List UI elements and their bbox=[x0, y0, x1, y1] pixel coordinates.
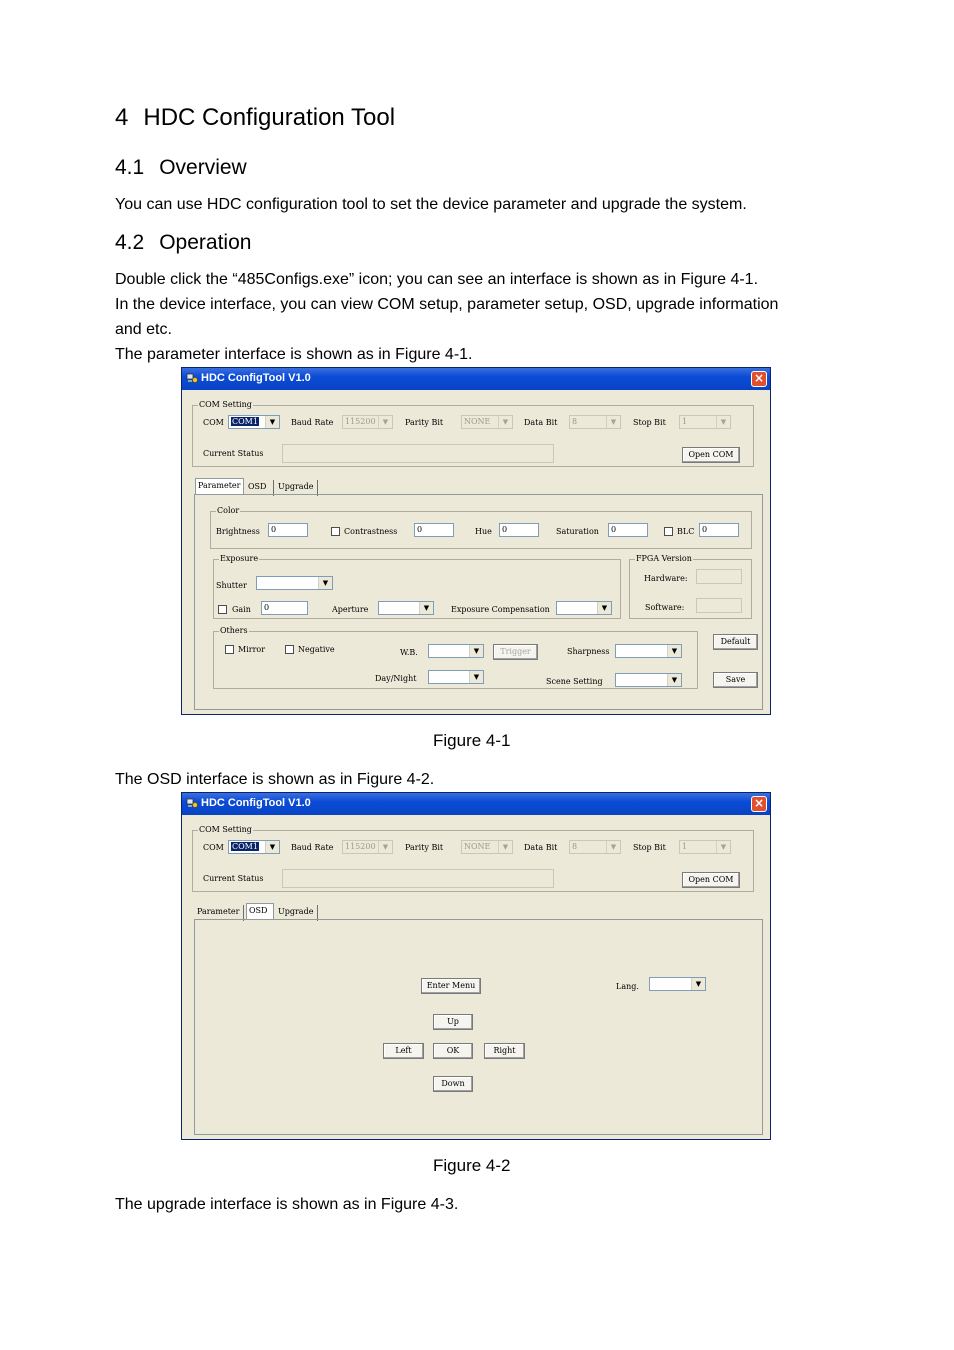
com-label: COM bbox=[203, 843, 224, 852]
paragraph-upgrade-interface: The upgrade interface is shown as in Figure 4-3. bbox=[115, 1196, 459, 1213]
baud-rate-label: Baud Rate bbox=[291, 418, 334, 427]
up-button[interactable]: Up bbox=[433, 1014, 473, 1030]
negative-checkbox[interactable] bbox=[285, 645, 294, 654]
chevron-down-icon: ▼ bbox=[498, 841, 512, 853]
parity-bit-label: Parity Bit bbox=[405, 843, 444, 852]
negative-label: Negative bbox=[298, 645, 335, 654]
baud-rate-select[interactable] bbox=[342, 840, 393, 854]
chevron-down-icon: ▼ bbox=[691, 978, 705, 990]
stop-bit-label: Stop Bit bbox=[633, 418, 666, 427]
chevron-down-icon: ▼ bbox=[667, 645, 681, 657]
stop-bit-value: 1 bbox=[682, 417, 688, 426]
day-night-label: Day/Night bbox=[375, 674, 417, 683]
gain-checkbox[interactable] bbox=[218, 605, 227, 614]
close-icon[interactable]: × bbox=[751, 371, 767, 387]
shutter-label: Shutter bbox=[216, 581, 247, 590]
exposure-compensation-select[interactable] bbox=[556, 601, 612, 615]
chevron-down-icon: ▼ bbox=[606, 416, 620, 428]
chevron-down-icon: ▼ bbox=[498, 416, 512, 428]
section-heading-overview bbox=[115, 156, 247, 180]
stop-bit-select[interactable] bbox=[679, 415, 731, 429]
com-label: COM bbox=[203, 418, 224, 427]
brightness-input[interactable]: 0 bbox=[268, 523, 308, 537]
title-bar[interactable] bbox=[182, 368, 770, 390]
window-title: HDC ConfigTool V1.0 bbox=[201, 372, 311, 384]
open-com-button[interactable]: Open COM bbox=[682, 872, 740, 888]
lang-label: Lang. bbox=[616, 982, 639, 991]
scene-setting-select[interactable] bbox=[615, 673, 682, 687]
com-select[interactable] bbox=[228, 840, 280, 854]
chevron-down-icon: ▼ bbox=[265, 416, 279, 428]
data-bit-label: Data Bit bbox=[524, 418, 558, 427]
chevron-down-icon: ▼ bbox=[597, 602, 611, 614]
data-bit-label: Data Bit bbox=[524, 843, 558, 852]
parity-bit-value: NONE bbox=[464, 417, 491, 426]
data-bit-select[interactable] bbox=[569, 415, 621, 429]
sharpness-select[interactable] bbox=[615, 644, 682, 658]
current-status-label: Current Status bbox=[203, 874, 264, 883]
section-number: 4.1 bbox=[115, 156, 145, 179]
baud-rate-value: 115200 bbox=[345, 842, 376, 851]
com-value: COM1 bbox=[232, 842, 258, 851]
com-setting-legend: COM Setting bbox=[199, 825, 252, 834]
others-legend: Others bbox=[220, 626, 248, 635]
saturation-input[interactable]: 0 bbox=[608, 523, 648, 537]
contrastness-input[interactable]: 0 bbox=[414, 523, 454, 537]
scene-setting-label: Scene Setting bbox=[546, 677, 603, 686]
chevron-down-icon: ▼ bbox=[716, 841, 730, 853]
lang-select[interactable] bbox=[649, 977, 706, 991]
mirror-checkbox[interactable] bbox=[225, 645, 234, 654]
tab-parameter[interactable]: Parameter bbox=[195, 478, 244, 494]
title-bar[interactable] bbox=[182, 793, 770, 815]
config-tool-window-parameter bbox=[181, 367, 771, 715]
figure-caption-4-2: Figure 4-2 bbox=[433, 1156, 511, 1175]
config-tool-window-osd bbox=[181, 792, 771, 1140]
chevron-down-icon: ▼ bbox=[378, 841, 392, 853]
baud-rate-select[interactable] bbox=[342, 415, 393, 429]
app-icon bbox=[186, 797, 198, 809]
day-night-select[interactable] bbox=[428, 670, 484, 684]
ok-button[interactable]: OK bbox=[433, 1043, 473, 1059]
paragraph-parameter-interface: The parameter interface is shown as in Figure 4-1. bbox=[115, 346, 473, 363]
paragraph-device-interface: In the device interface, you can view COM setup, parameter setup, OSD, upgrade information bbox=[115, 296, 779, 313]
aperture-select[interactable] bbox=[378, 601, 434, 615]
blc-label: BLC bbox=[677, 527, 695, 536]
section-title: Operation bbox=[159, 231, 252, 254]
osd-tab-panel bbox=[194, 919, 763, 1135]
stop-bit-label: Stop Bit bbox=[633, 843, 666, 852]
baud-rate-label: Baud Rate bbox=[291, 843, 334, 852]
chevron-down-icon: ▼ bbox=[419, 602, 433, 614]
app-icon bbox=[186, 372, 198, 384]
current-status-label: Current Status bbox=[203, 449, 264, 458]
tab-upgrade[interactable]: Upgrade bbox=[276, 480, 318, 496]
parity-bit-select[interactable] bbox=[461, 840, 513, 854]
close-icon[interactable]: × bbox=[751, 796, 767, 812]
save-button[interactable]: Save bbox=[713, 672, 758, 688]
paragraph-device-interface-cont: and etc. bbox=[115, 321, 172, 338]
current-status-field bbox=[282, 869, 554, 888]
right-button[interactable]: Right bbox=[484, 1043, 525, 1059]
exposure-legend: Exposure bbox=[220, 554, 259, 563]
chevron-down-icon: ▼ bbox=[318, 577, 332, 589]
left-button[interactable]: Left bbox=[383, 1043, 424, 1059]
window-title: HDC ConfigTool V1.0 bbox=[201, 797, 311, 809]
tab-parameter[interactable]: Parameter bbox=[195, 905, 244, 921]
paragraph-double-click: Double click the “485Configs.exe” icon; you can see an interface is shown as in Figure 4-1. bbox=[115, 271, 759, 288]
contrastness-checkbox[interactable] bbox=[331, 527, 340, 536]
wb-select[interactable] bbox=[428, 644, 484, 658]
chapter-number: 4 bbox=[115, 104, 129, 131]
chevron-down-icon: ▼ bbox=[716, 416, 730, 428]
wb-label: W.B. bbox=[400, 648, 418, 657]
mirror-label: Mirror bbox=[238, 645, 266, 654]
stop-bit-value: 1 bbox=[682, 842, 688, 851]
chapter-heading bbox=[115, 104, 395, 132]
saturation-label: Saturation bbox=[556, 527, 599, 536]
chapter-title: HDC Configuration Tool bbox=[143, 104, 396, 131]
paragraph-osd-interface: The OSD interface is shown as in Figure 4-2. bbox=[115, 771, 435, 788]
shutter-select[interactable] bbox=[256, 576, 333, 590]
data-bit-value: 8 bbox=[572, 842, 578, 851]
stop-bit-select[interactable] bbox=[679, 840, 731, 854]
contrastness-label: Contrastness bbox=[344, 527, 398, 536]
paragraph-overview: You can use HDC configuration tool to set the device parameter and upgrade the system. bbox=[115, 196, 747, 213]
tab-osd[interactable]: OSD bbox=[246, 480, 274, 496]
figure-caption-4-1: Figure 4-1 bbox=[433, 731, 511, 750]
section-number: 4.2 bbox=[115, 231, 145, 254]
hardware-field bbox=[696, 569, 742, 584]
chevron-down-icon: ▼ bbox=[469, 645, 483, 657]
down-button[interactable]: Down bbox=[433, 1076, 473, 1092]
chevron-down-icon: ▼ bbox=[667, 674, 681, 686]
chevron-down-icon: ▼ bbox=[469, 671, 483, 683]
gain-input[interactable]: 0 bbox=[261, 601, 308, 615]
parity-bit-select[interactable] bbox=[461, 415, 513, 429]
aperture-label: Aperture bbox=[332, 605, 369, 614]
software-field bbox=[696, 598, 742, 613]
data-bit-value: 8 bbox=[572, 417, 578, 426]
exposure-compensation-label: Exposure Compensation bbox=[451, 605, 550, 614]
brightness-label: Brightness bbox=[216, 527, 260, 536]
blc-checkbox[interactable] bbox=[664, 527, 673, 536]
open-com-button[interactable]: Open COM bbox=[682, 447, 740, 463]
color-legend: Color bbox=[217, 506, 240, 515]
gain-label: Gain bbox=[232, 605, 251, 614]
com-setting-legend: COM Setting bbox=[199, 400, 252, 409]
sharpness-label: Sharpness bbox=[567, 647, 610, 656]
parity-bit-label: Parity Bit bbox=[405, 418, 444, 427]
chevron-down-icon: ▼ bbox=[606, 841, 620, 853]
software-label: Software: bbox=[645, 603, 685, 612]
tab-upgrade[interactable]: Upgrade bbox=[276, 905, 318, 921]
section-heading-operation bbox=[115, 231, 251, 255]
trigger-button[interactable]: Trigger bbox=[493, 644, 538, 660]
blc-input[interactable]: 0 bbox=[699, 523, 739, 537]
hardware-label: Hardware: bbox=[644, 574, 688, 583]
parity-bit-value: NONE bbox=[464, 842, 491, 851]
tab-osd[interactable]: OSD bbox=[246, 903, 274, 919]
section-title: Overview bbox=[159, 156, 247, 179]
baud-rate-value: 115200 bbox=[345, 417, 376, 426]
hue-label: Hue bbox=[475, 527, 492, 536]
com-select[interactable] bbox=[228, 415, 280, 429]
current-status-field bbox=[282, 444, 554, 463]
chevron-down-icon: ▼ bbox=[265, 841, 279, 853]
chevron-down-icon: ▼ bbox=[378, 416, 392, 428]
default-button[interactable]: Default bbox=[713, 634, 758, 650]
fpga-version-legend: FPGA Version bbox=[636, 554, 692, 563]
com-value: COM1 bbox=[232, 417, 258, 426]
enter-menu-button[interactable]: Enter Menu bbox=[421, 978, 481, 994]
data-bit-select[interactable] bbox=[569, 840, 621, 854]
hue-input[interactable]: 0 bbox=[499, 523, 539, 537]
